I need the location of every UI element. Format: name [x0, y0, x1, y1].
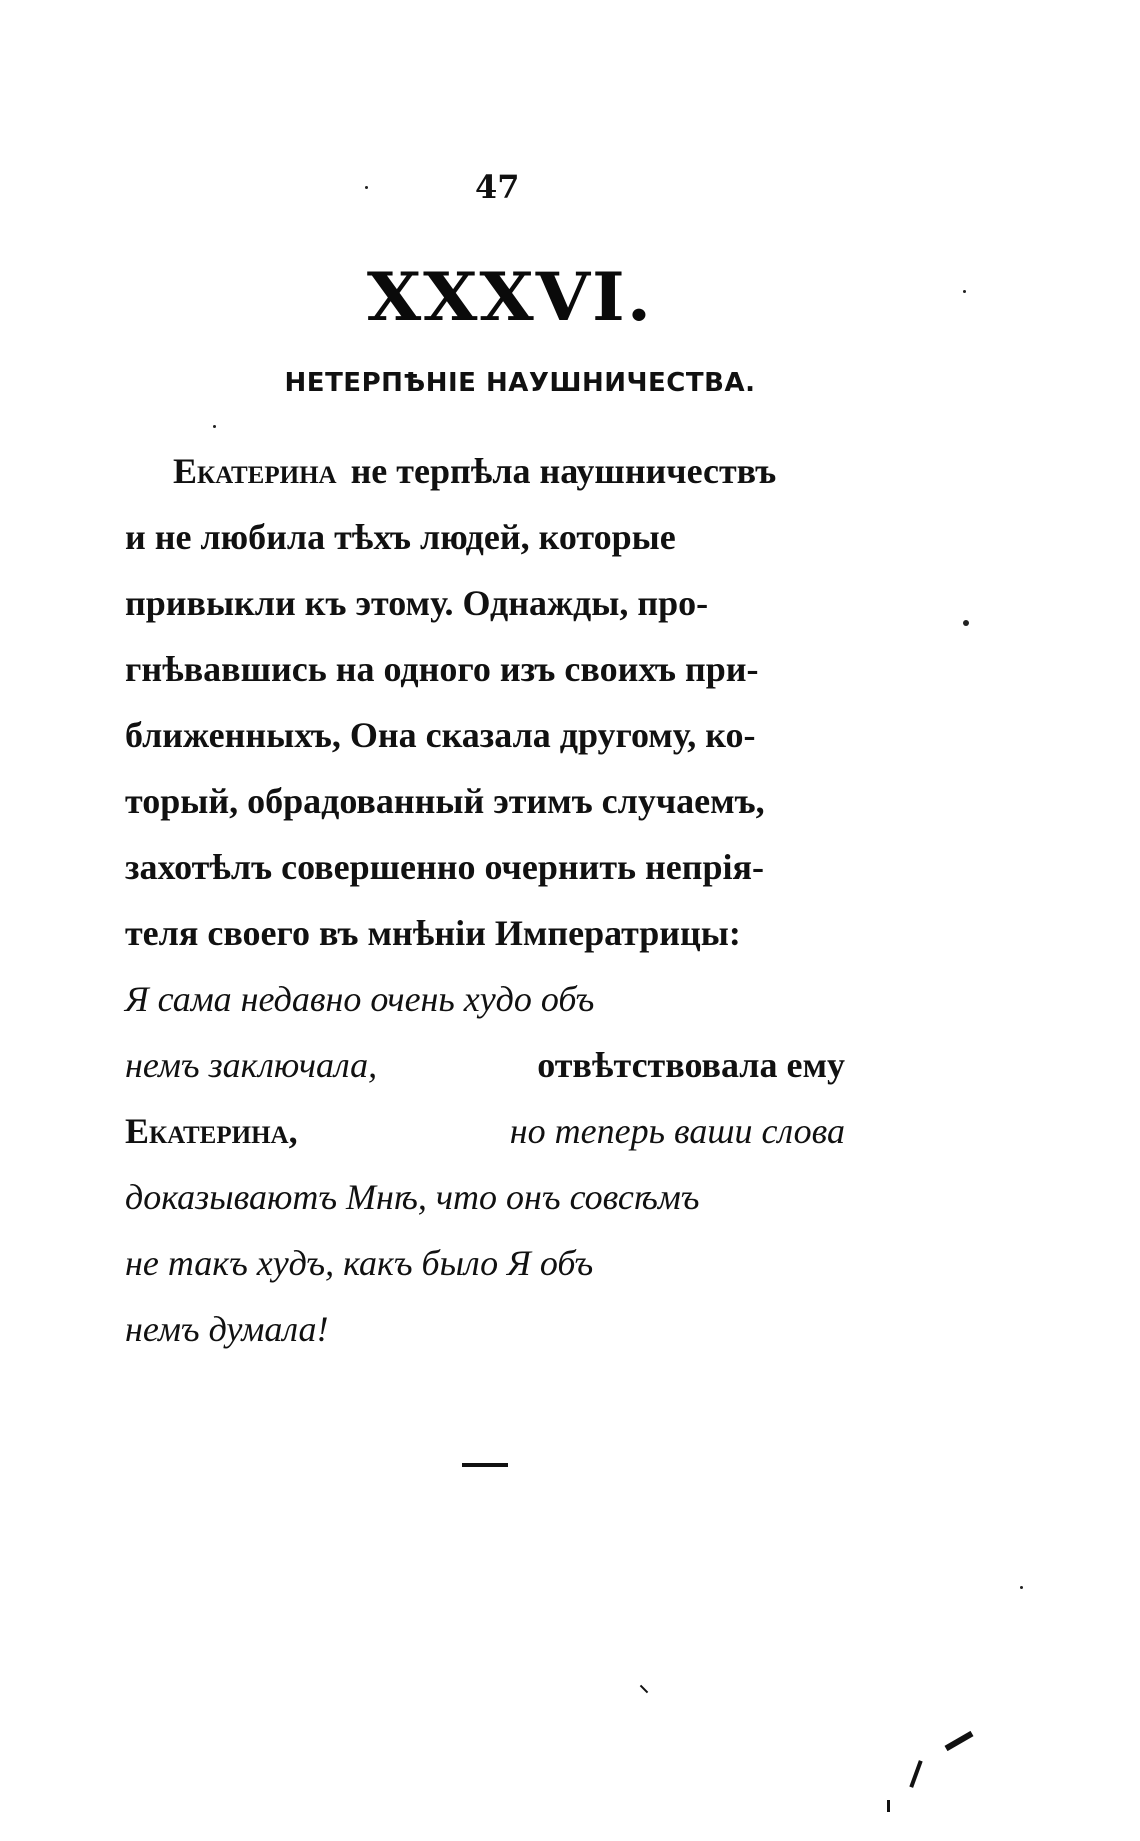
- text-line: ближенныхъ, Она сказала другому, ко-: [125, 715, 756, 755]
- text-line: гнѣвавшись на одного изъ своихъ при-: [125, 649, 759, 689]
- text-line: [125, 1098, 845, 1164]
- chapter-title: НЕТЕРПѢНІЕ НАУШНИЧЕСТВА.: [284, 368, 756, 398]
- text-line: захотѣлъ совершенно очернить непрія-: [125, 847, 764, 887]
- text-segment: отвѣтствовала ему: [537, 1045, 845, 1085]
- text-segment: Екатерина: [173, 451, 337, 491]
- text-segment: не терпѣла наушничествъ: [350, 451, 777, 491]
- scan-speck: [1020, 1586, 1023, 1589]
- scan-speck: [365, 186, 368, 189]
- scan-speck: [963, 620, 969, 626]
- text-line: Я сама недавно очень худо объ: [125, 979, 595, 1019]
- text-line: не такъ худъ, какъ было Я объ: [125, 1243, 594, 1283]
- scan-speck: [963, 290, 966, 293]
- text-line: доказываютъ Мнѣ, что онъ совсѣмъ: [125, 1177, 700, 1217]
- text-line: привыкли къ этому. Однажды, про-: [125, 583, 709, 623]
- body-text: [125, 438, 845, 1362]
- text-line: теля своего въ мнѣніи Императрицы:: [125, 913, 741, 953]
- scan-mark: [909, 1760, 922, 1788]
- text-line: торый, обрадованный этимъ случаемъ,: [125, 781, 765, 821]
- scan-mark: [945, 1731, 974, 1751]
- text-line: и не любила тѣхъ людей, которые: [125, 517, 676, 557]
- chapter-numeral: XXXVI.: [366, 257, 654, 336]
- text-segment: но теперь ваши слова: [509, 1111, 845, 1151]
- text-line: [125, 1032, 845, 1098]
- scan-speck: [213, 425, 216, 428]
- scan-mark: [640, 1685, 648, 1693]
- text-line: [125, 438, 845, 504]
- text-line: немъ думала!: [125, 1309, 329, 1349]
- page-number: 47: [475, 168, 520, 206]
- scan-mark: [887, 1800, 890, 1812]
- text-segment: немъ заключала,: [125, 1045, 378, 1085]
- end-rule: [462, 1463, 508, 1467]
- text-segment: Екатерина,: [125, 1111, 298, 1151]
